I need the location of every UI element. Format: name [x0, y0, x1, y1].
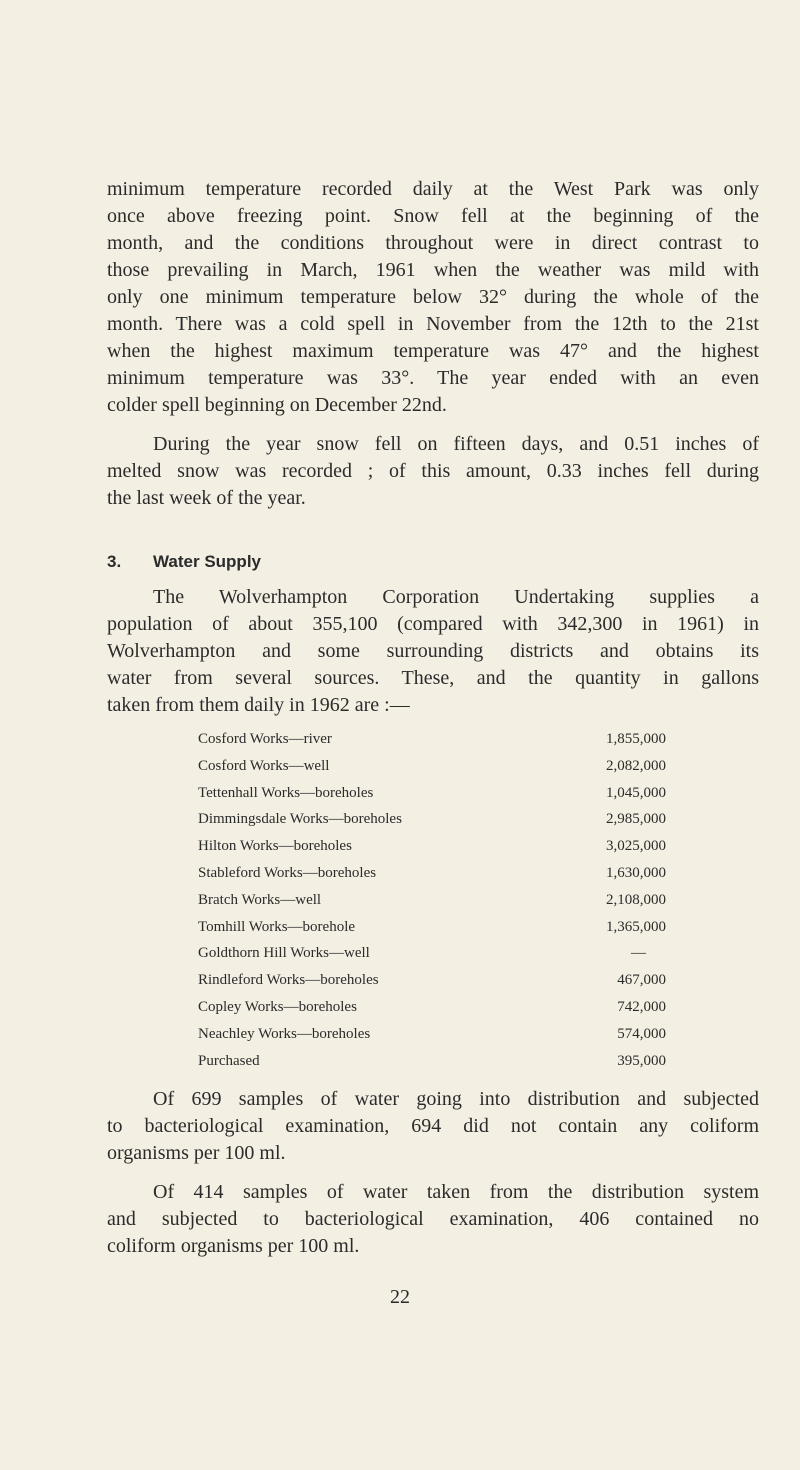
text-line: minimum temperature recorded daily at the West Park was only — [107, 178, 759, 200]
text-line: month, and the conditions throughout were in direct contrast to — [107, 232, 759, 254]
text-line: the last week of the year. — [107, 487, 306, 509]
source-gallons: 395,000 — [617, 1052, 666, 1069]
table-row — [198, 940, 666, 967]
text-line: The Wolverhampton Corporation Undertaking supplies a — [153, 586, 759, 608]
source-gallons: 1,045,000 — [606, 784, 666, 801]
text-line: once above freezing point. Snow fell at the beginning of the — [107, 205, 759, 227]
source-name: Tettenhall Works—boreholes — [198, 784, 374, 801]
paragraph-system-samples — [107, 1179, 759, 1260]
text-line: coliform organisms per 100 ml. — [107, 1235, 360, 1257]
page-number: 22 — [390, 1286, 410, 1308]
source-gallons: 2,108,000 — [606, 891, 666, 908]
source-gallons: 3,025,000 — [606, 838, 666, 855]
text-line: when the highest maximum temperature was 47° and the highest — [107, 340, 759, 362]
source-gallons: 1,630,000 — [606, 864, 666, 881]
text-line: taken from them daily in 1962 are :— — [107, 694, 410, 716]
table-row — [198, 967, 666, 994]
source-name: Rindleford Works—boreholes — [198, 972, 379, 989]
paragraph-temperature — [107, 176, 759, 419]
text-line: water from several sources. These, and the quantity in gallons — [107, 667, 759, 689]
paragraph-snow — [107, 431, 759, 512]
text-line: to bacteriological examination, 694 did not contain any coliform — [107, 1115, 759, 1137]
source-name: Stableford Works—boreholes — [198, 864, 377, 881]
table-row — [198, 833, 666, 860]
source-name: Dimmingsdale Works—boreholes — [198, 811, 402, 828]
text-line: Of 699 samples of water going into distribution and subjected — [153, 1088, 759, 1110]
text-line: month. There was a cold spell in November from the 12th to the 21st — [107, 313, 759, 335]
source-gallons: 2,985,000 — [606, 811, 666, 828]
source-name: Copley Works—boreholes — [198, 998, 357, 1015]
source-name: Cosford Works—river — [198, 731, 332, 747]
section-number: 3. — [107, 552, 122, 571]
table-row — [198, 994, 666, 1021]
paragraph-distribution-samples — [107, 1086, 759, 1167]
text-line: Of 414 samples of water taken from the distribution system — [153, 1181, 759, 1203]
source-name: Tomhill Works—borehole — [198, 918, 356, 935]
paragraph-water-supply — [107, 584, 759, 719]
source-name: Cosford Works—well — [198, 757, 330, 774]
water-sources-table — [198, 726, 666, 1074]
section-heading — [107, 550, 261, 574]
source-gallons: 1,855,000 — [606, 731, 666, 747]
source-gallons: 742,000 — [617, 998, 666, 1015]
table-row — [198, 914, 666, 941]
table-row — [198, 887, 666, 914]
text-line: organisms per 100 ml. — [107, 1142, 286, 1164]
table-row — [198, 1021, 666, 1048]
table-row — [198, 726, 666, 753]
source-name: Hilton Works—boreholes — [198, 838, 352, 855]
source-name: Neachley Works—boreholes — [198, 1025, 371, 1042]
table-row — [198, 753, 666, 780]
text-line: and subjected to bacteriological examination, 406 contained no — [107, 1208, 759, 1230]
text-line: those prevailing in March, 1961 when the weather was mild with — [107, 259, 759, 281]
source-gallons: 467,000 — [617, 972, 666, 989]
table-row — [198, 806, 666, 833]
text-line: minimum temperature was 33°. The year ended with an even — [107, 367, 759, 389]
table-row — [198, 860, 666, 887]
text-line: colder spell beginning on December 22nd. — [107, 394, 447, 416]
source-gallons: — — [631, 945, 646, 962]
source-name: Goldthorn Hill Works—well — [198, 945, 370, 962]
text-line: melted snow was recorded ; of this amount, 0.33 inches fell during — [107, 460, 759, 482]
section-title: Water Supply — [153, 552, 261, 571]
text-line: population of about 355,100 (compared with 342,300 in 1961) in — [107, 613, 759, 635]
text-line: only one minimum temperature below 32° during the whole of the — [107, 286, 759, 308]
source-gallons: 1,365,000 — [606, 918, 666, 935]
table-row — [198, 780, 666, 807]
source-name: Bratch Works—well — [198, 891, 322, 908]
source-gallons: 574,000 — [617, 1025, 666, 1042]
table-row — [198, 1048, 666, 1075]
text-line: During the year snow fell on fifteen days, and 0.51 inches of — [153, 433, 759, 455]
source-gallons: 2,082,000 — [606, 757, 666, 774]
source-name: Purchased — [198, 1052, 260, 1069]
text-line: Wolverhampton and some surrounding districts and obtains its — [107, 640, 759, 662]
